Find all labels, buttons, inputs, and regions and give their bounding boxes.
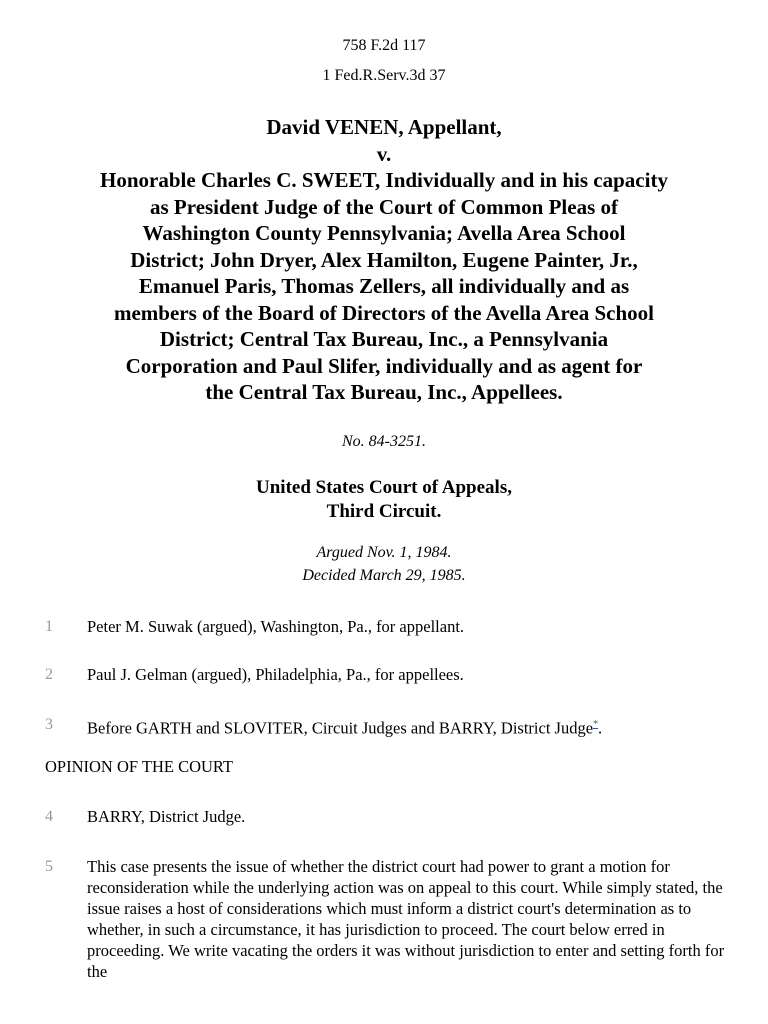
paragraph-text: Peter M. Suwak (argued), Washington, Pa., for appellant.	[87, 617, 465, 636]
case-caption	[40, 114, 728, 406]
paragraph-text: BARRY, District Judge.	[87, 807, 246, 826]
paragraph-text: This case presents the issue of whether the district court had power to grant a motion for reconsideration while the underlying action was on appeal to this court. While simply stated, the issue raises a host of considerations which must inform a district court's determination as to whether, in such a circumstance, it has jurisdiction to proceed. The court below erred in proceeding. We write vacating the orders it was without jurisdiction to enter and setting forth for the	[87, 857, 725, 981]
reporter-citation: 758 F.2d 117	[342, 37, 426, 54]
court-name	[0, 476, 768, 524]
section-heading: OPINION OF THE COURT	[45, 757, 234, 776]
paragraph-text-wrapper	[87, 714, 727, 739]
caption-line: the Central Tax Bureau, Inc., Appellees.	[205, 380, 563, 404]
paragraph-number: 5	[45, 858, 53, 875]
court-line: United States Court of Appeals,	[256, 477, 512, 498]
caption-line: David VENEN, Appellant,	[266, 115, 502, 139]
paragraph-number: 1	[45, 618, 53, 635]
paragraph-number: 2	[45, 666, 53, 683]
docket-number: No. 84-3251.	[342, 433, 426, 450]
paragraph-number: 4	[45, 808, 53, 825]
caption-line: District; Central Tax Bureau, Inc., a Pennsylvania	[159, 327, 609, 351]
caption-line: v.	[376, 141, 392, 166]
footnote-link[interactable]: *	[593, 719, 599, 730]
decision-dates	[0, 541, 768, 587]
caption-line: as President Judge of the Court of Common Pleas of	[150, 194, 618, 219]
paragraph-text: Paul J. Gelman (argued), Philadelphia, Pa., for appellees.	[87, 665, 464, 684]
argued-date: Argued Nov. 1, 1984.	[316, 544, 452, 561]
paragraph-text: Before GARTH and SLOVITER, Circuit Judges and BARRY, District Judge	[87, 718, 594, 738]
court-circuit: Third Circuit.	[326, 501, 442, 522]
decided-date: Decided March 29, 1985.	[302, 567, 466, 584]
caption-line: District; John Dryer, Alex Hamilton, Eugene Painter, Jr.,	[130, 247, 638, 272]
parallel-citation: 1 Fed.R.Serv.3d 37	[322, 67, 446, 84]
caption-line: Emanuel Paris, Thomas Zellers, all individually and as	[138, 274, 630, 298]
caption-line: members of the Board of Directors of the Avella Area School	[113, 300, 655, 325]
caption-line: Washington County Pennsylvania; Avella Area School	[142, 221, 626, 245]
paragraph-number: 3	[45, 716, 53, 733]
caption-line: Corporation and Paul Slifer, individually and as agent for	[125, 353, 643, 378]
caption-line: Honorable Charles C. SWEET, Individually and in his capacity	[100, 168, 668, 192]
paragraph-text-suffix: .	[598, 718, 603, 738]
